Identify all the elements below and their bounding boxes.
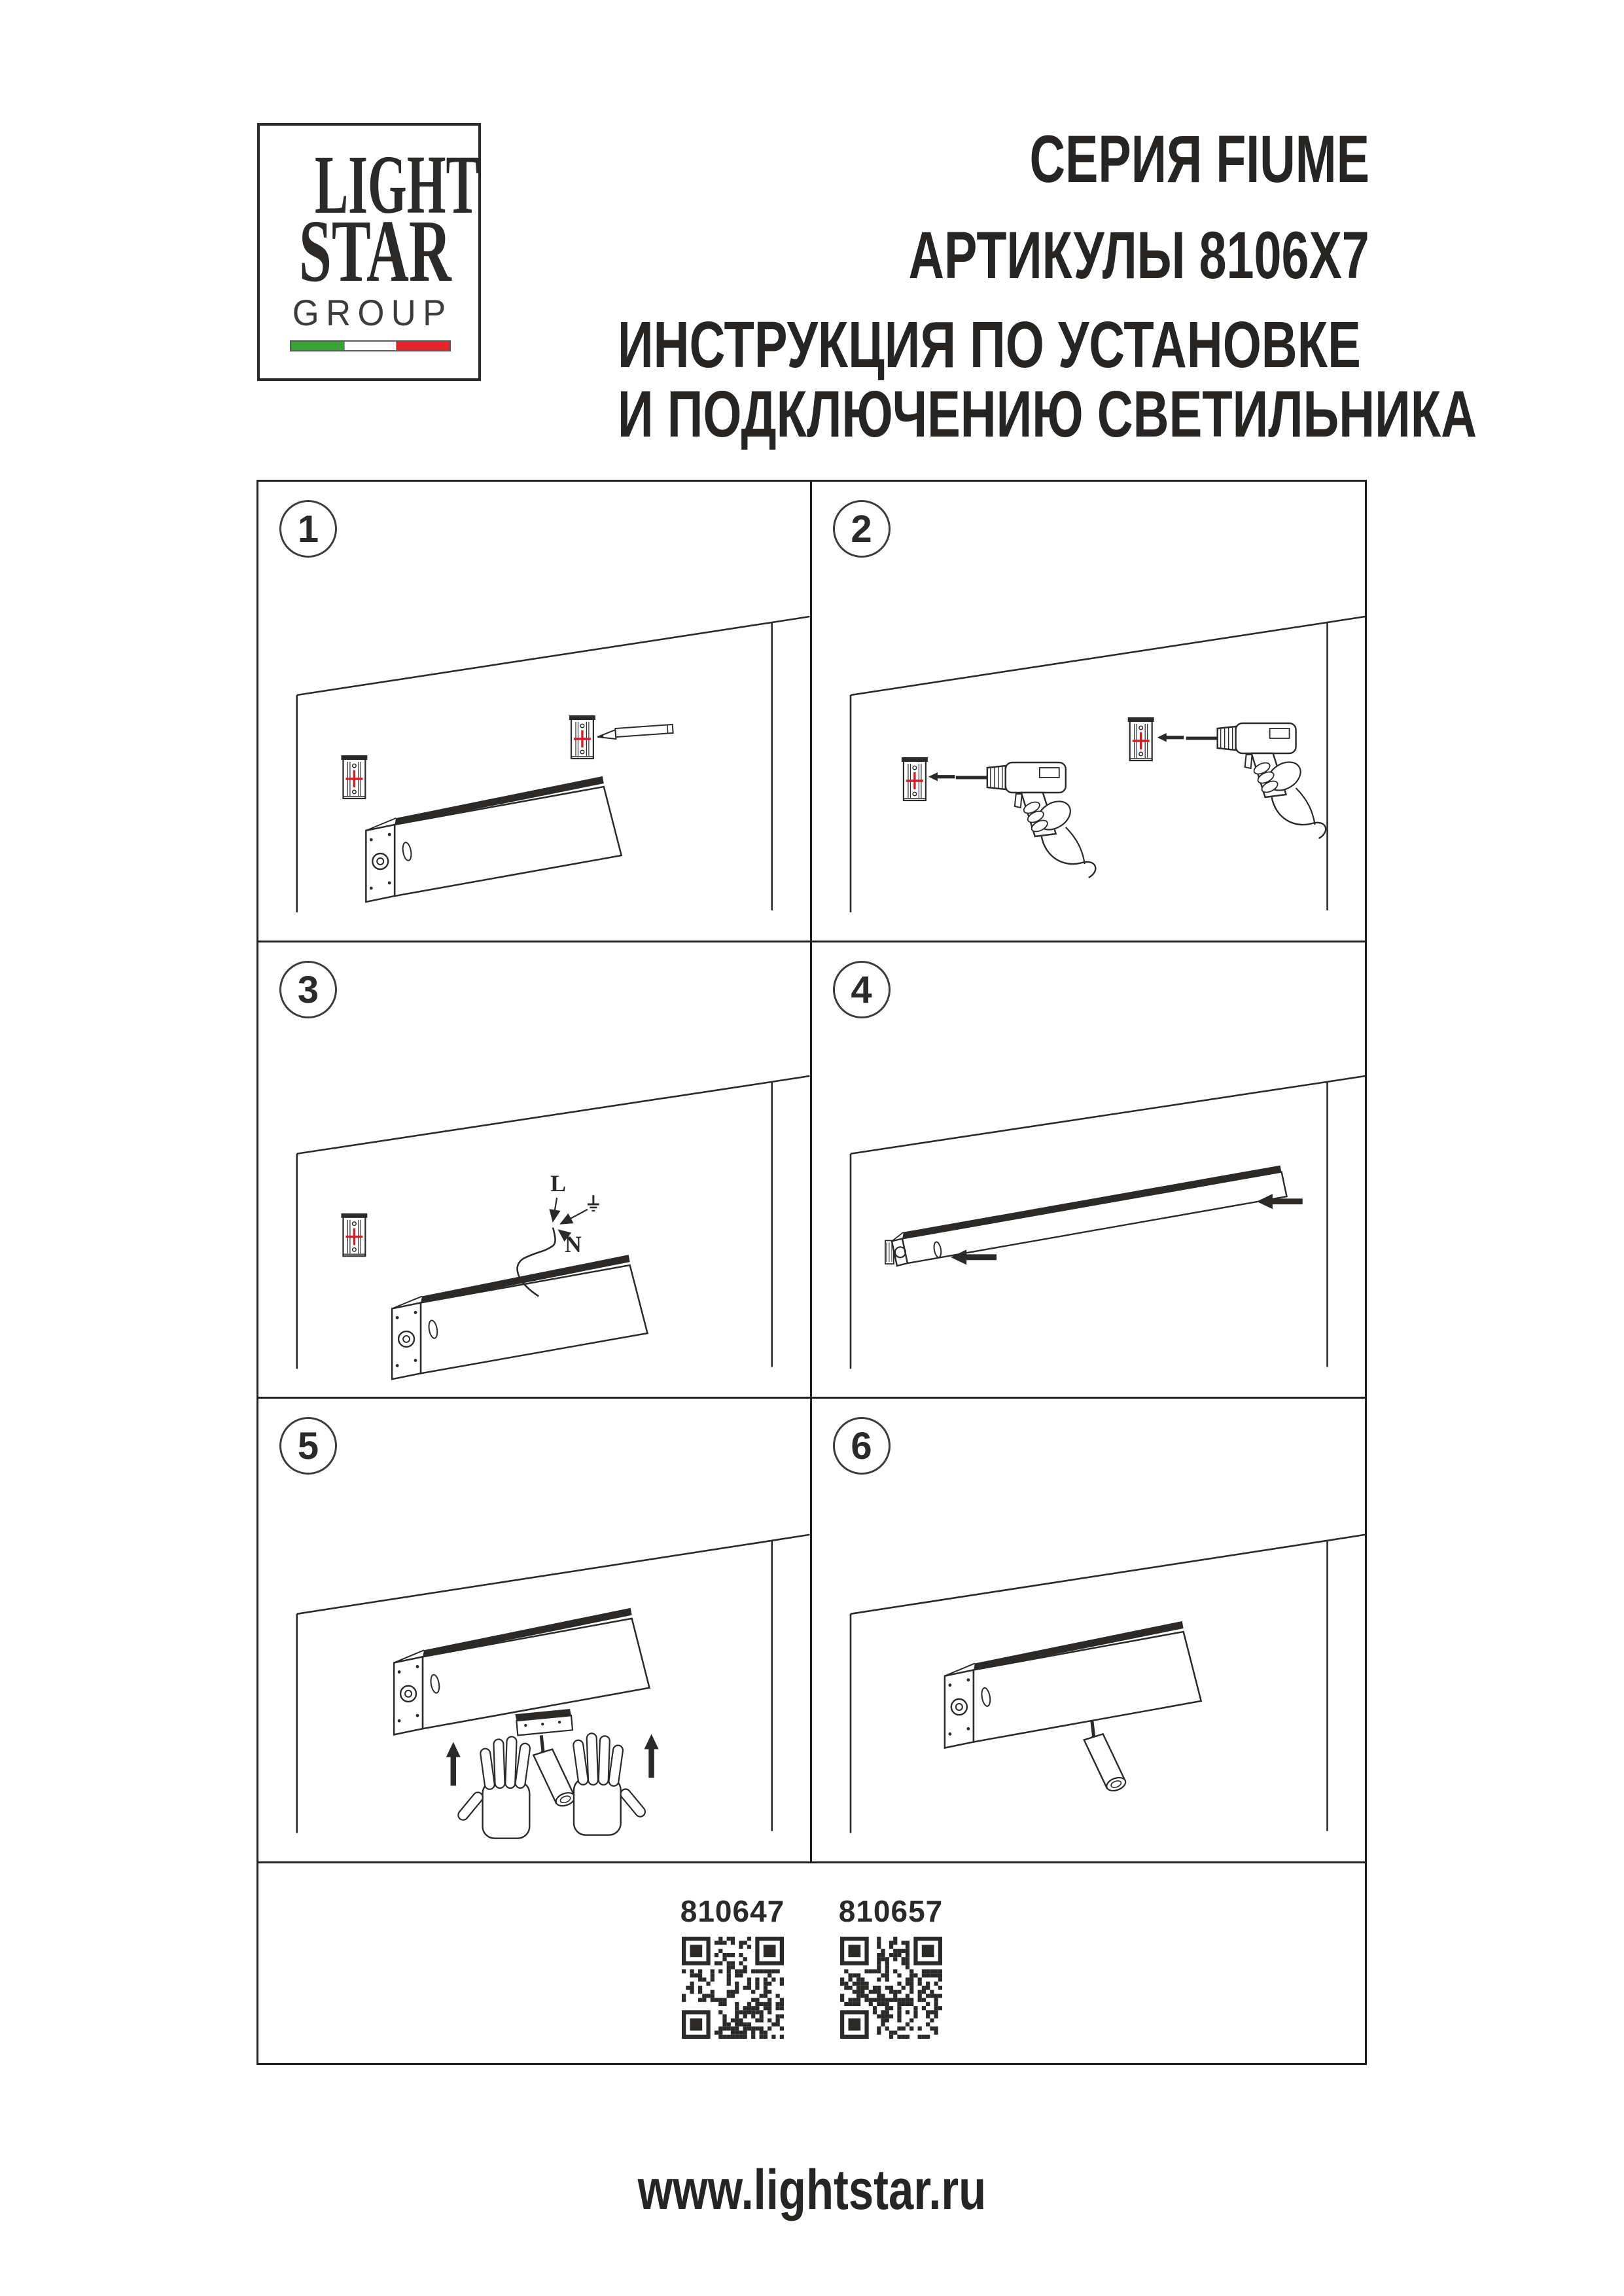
step5-illustration	[258, 1399, 810, 1861]
spotlight-drawing	[533, 1735, 576, 1808]
article-qr-row	[258, 1863, 1365, 2063]
step-number-badge: 4	[833, 961, 891, 1018]
drill-icon	[955, 762, 1095, 878]
arrow-up-icon	[644, 1734, 659, 1778]
track-adapter-drawing	[515, 1709, 573, 1735]
step-cell-4	[812, 942, 1366, 1399]
step2-illustration	[812, 482, 1366, 941]
flag-red-segment	[397, 342, 450, 350]
wire-label-line: L	[550, 1170, 567, 1197]
step-cell-1	[258, 482, 812, 942]
article-block	[677, 1893, 788, 2063]
pencil-icon	[597, 725, 673, 740]
step-number-badge: 1	[279, 500, 337, 558]
arrow-left-icon	[1157, 733, 1184, 742]
logo-light-text: LIGHT	[314, 138, 480, 231]
step-cell-3	[258, 942, 812, 1399]
instruction-title-line1: ИНСТРУКЦИЯ ПО УСТАНОВКЕ	[618, 308, 1361, 382]
hand-icon	[456, 1736, 531, 1839]
mounted-track-drawing	[885, 1166, 1286, 1266]
step1-illustration	[258, 482, 810, 941]
light-bar-drawing	[392, 1255, 647, 1379]
article-code: 810657	[838, 1894, 944, 1928]
flag-white-segment	[344, 342, 397, 350]
step-number-badge: 5	[279, 1417, 337, 1475]
step3-illustration	[258, 942, 810, 1397]
ground-symbol-icon	[588, 1195, 599, 1211]
light-bar-drawing	[944, 1621, 1201, 1748]
mounting-bracket-icon	[341, 1213, 367, 1256]
step-cell-6	[812, 1399, 1366, 1863]
wire-label-neutral: N	[565, 1231, 582, 1258]
instruction-title-line2: И ПОДКЛЮЧЕНИЮ СВЕТИЛЬНИКА	[618, 378, 1477, 451]
step-cell-5	[258, 1399, 812, 1863]
hand-icon	[573, 1733, 647, 1835]
mounting-bracket-icon	[341, 755, 367, 798]
mounting-bracket-icon	[1127, 717, 1154, 761]
step-number-badge: 2	[833, 500, 891, 558]
qr-code	[840, 1937, 942, 2039]
step4-illustration	[812, 942, 1366, 1397]
mounting-bracket-icon	[901, 757, 927, 800]
wiring-diagram	[550, 1170, 599, 1257]
qr-code	[682, 1937, 784, 2039]
drill-icon	[1186, 723, 1325, 838]
instruction-steps-table	[256, 480, 1367, 2065]
step-number-badge: 6	[833, 1417, 891, 1475]
italy-flag-icon	[290, 340, 451, 351]
flag-green-segment	[291, 342, 344, 350]
series-title: СЕРИЯ FIUME	[1029, 122, 1369, 196]
articles-title: АРТИКУЛЫ 8106Х7	[908, 218, 1369, 293]
step-cell-2	[812, 482, 1366, 942]
step6-illustration	[812, 1399, 1366, 1861]
website-url: www.lightstar.ru	[637, 2159, 987, 2221]
mounting-bracket-icon	[569, 715, 595, 759]
arrow-left-icon	[928, 772, 955, 781]
arrow-up-icon	[446, 1742, 461, 1785]
lightstar-logo	[257, 123, 481, 381]
spotlight-drawing	[1084, 1720, 1127, 1793]
logo-star-text: STAR	[298, 202, 451, 300]
article-block	[836, 1893, 947, 2063]
article-code: 810647	[680, 1894, 785, 1928]
light-bar-drawing	[366, 776, 621, 902]
logo-group-text: GROUP	[292, 292, 453, 333]
step-number-badge: 3	[279, 961, 337, 1018]
